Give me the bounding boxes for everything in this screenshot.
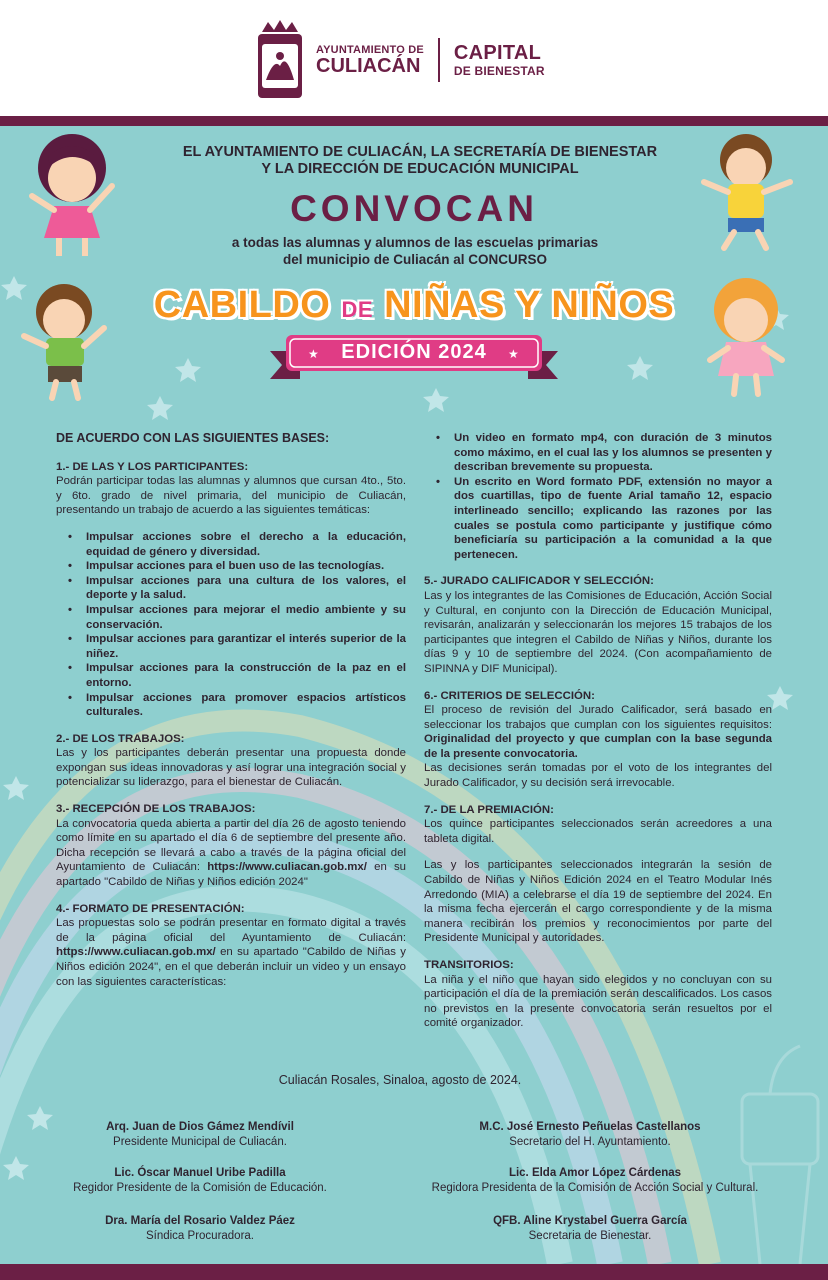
org-name — [316, 44, 424, 76]
cap-line1: CAPITAL — [453, 41, 542, 64]
right-column — [424, 431, 772, 1031]
signature-block — [440, 1120, 740, 1149]
section6-text: El proceso de revisión del Jurado Calificador, será basado en seleccionar los trabajos que cumplan con los siguientes requisitos: Originalidad del proyecto y que cumplan con la base segunda de la presente convocatoria. — [424, 704, 772, 760]
list-item: • Impulsar acciones para garantizar el interés superior de la niñez. — [56, 632, 406, 661]
bases-heading: DE ACUERDO CON LAS SIGUIENTES BASES: — [56, 431, 330, 445]
signer-name: Dra. María del Rosario Valdez Páez — [105, 1215, 295, 1227]
svg-text:★: ★ — [308, 347, 319, 361]
top-band — [0, 116, 828, 126]
culiacan-url-link[interactable]: https://www.culiacan.gob.mx/ — [56, 946, 216, 959]
poster — [0, 126, 828, 1264]
convocan-title: CONVOCAN — [290, 188, 538, 229]
format-list — [424, 431, 772, 562]
themes-list — [56, 530, 406, 720]
list-item: • Impulsar acciones para mejorar el medio ambiente y su conservación. — [56, 603, 406, 632]
subheading — [150, 234, 680, 268]
section7-text: Los quince participantes seleccionados serán acreedores a una tableta digital. — [424, 818, 772, 845]
section6-text-2: Las decisiones serán tomadas por el voto de los integrantes del Jurado Calificador, y su decisión será irrevocable. — [424, 762, 772, 790]
boy-illustration-2 — [24, 284, 104, 398]
list-item: • Impulsar acciones sobre el derecho a la educación, equidad de género y diversidad. — [56, 530, 406, 559]
signature-block — [30, 1166, 370, 1195]
intro-line2: Y LA DIRECCIÓN DE EDUCACIÓN MUNICIPAL — [261, 161, 579, 177]
signer-name: M.C. José Ernesto Peñuelas Castellanos — [479, 1121, 701, 1133]
header — [0, 0, 828, 116]
transitorios-title: TRANSITORIOS: — [424, 959, 514, 971]
section5-title: 5.- JURADO CALIFICADOR Y SELECCIÓN: — [424, 575, 654, 588]
section2-text: Las y los participantes deberán presentar una propuesta donde expongan sus ideas innovadoras y así lograr una integración social y potencializar su liderazgo, para el bienestar de Culiacán. — [56, 747, 406, 789]
signer-role: Regidor Presidente de la Comisión de Educación. — [73, 1181, 327, 1194]
signature-block — [50, 1214, 350, 1243]
intro-line1: EL AYUNTAMIENTO DE CULIACÁN, LA SECRETARÍA DE BIENESTAR — [182, 144, 658, 160]
sub-line1: a todas las alumnas y alumnos de las escuelas primarias — [231, 235, 599, 250]
section7-title: 7.- DE LA PREMIACIÓN: — [424, 803, 554, 816]
place-date: Culiacán Rosales, Sinaloa, agosto de 2024. — [278, 1073, 522, 1087]
section7-text-2: Las y los participantes seleccionados integrarán la sesión de Cabildo de Niñas y Niños Edición 2024 en el Teatro Modular Inés Arredondo (MIA) a celebrarse el día 19 de septiembre del 2024. En la misma fecha ejercerán el cargo correspondiente y de la misma manera recibirán los premios y reconocimientos por parte del Presidente Municipal y autoridades. — [424, 859, 772, 945]
section2-title: 2.- DE LOS TRABAJOS: — [56, 732, 185, 745]
signer-role: Síndica Procuradora. — [145, 1229, 255, 1242]
signature-block — [60, 1120, 340, 1149]
title-word-de: DE — [341, 297, 373, 322]
org-line1: AYUNTAMIENTO DE — [316, 44, 424, 56]
org-line2: CULIACÁN — [316, 55, 421, 77]
culiacan-seal-icon — [252, 18, 308, 102]
list-item: • Un escrito en Word formato PDF, extensión no mayor a dos cuartillas, tipo de fuente Arial tamaño 12, espacio interlineado sencillo; explicando las razones por las cuales se postula como participante y justifique cómo beneficiaría su participación a la comunidad a la que pertenecen. — [424, 475, 772, 563]
section3-text: La convocatoria queda abierta a partir del día 26 de agosto teniendo como límite en su apartado el día 6 de septiembre del presente año. Dicha recepción se llevará a cabo a través de la página oficial del Ayuntamiento de Culiacán: https://www.culiacan.gob.mx/ en su apartado "Cabildo de Niñas y Niños edición 2024" — [56, 817, 407, 889]
list-item: • Un video en formato mp4, con duración de 3 minutos como máximo, en el cual las y los alumnos se presenten y describan brevemente su propuesta. — [424, 431, 772, 475]
left-column — [56, 431, 406, 989]
intro-heading — [120, 144, 720, 178]
list-item: • Impulsar acciones para el buen uso de las tecnologías. — [56, 559, 406, 574]
section1-text: Podrán participar todas las alumnas y alumnos que cursan 4to., 5to. y 6to. grado de nivel primaria, del municipio de Culiacán, presentando un trabajo de acuerdo a las siguientes temáticas: — [56, 475, 406, 517]
title-word-cabildo: CABILDO — [153, 284, 331, 326]
title-word-ninas-ninos: NIÑAS Y NIÑOS — [384, 284, 675, 326]
header-logos — [252, 18, 545, 102]
section3-title: 3.- RECEPCIÓN DE LOS TRABAJOS: — [56, 803, 256, 816]
girl-illustration-1 — [32, 134, 112, 256]
section1-title: 1.- DE LAS Y LOS PARTICIPANTES: — [56, 460, 249, 473]
sub-line2: del municipio de Culiacán al CONCURSO — [282, 252, 548, 267]
transitorios-text: La niña y el niño que hayan sido elegidos y no concluyan con su participación el día de la premiación serán descalificados. Los casos no previstos en la presente convocatoria serán resueltos por el comité organizador. — [424, 973, 772, 1030]
signer-role: Regidora Presidenta de la Comisión de Acción Social y Cultural. — [431, 1181, 759, 1194]
list-item: • Impulsar acciones para promover espacios artísticos culturales. — [56, 691, 406, 720]
section4-text: Las propuestas solo se podrán presentar en formato digital a través de la página oficial del Ayuntamiento de Culiacán: https://www.culiacan.gob.mx/ en su apartado "Cabildo de Niñas y Niños edición 2024", en el que deberán incluir un video y un ensayo con las siguientes características: — [56, 917, 406, 988]
list-item: • Impulsar acciones para una cultura de los valores, el deporte y la salud. — [56, 574, 406, 603]
signature-block — [440, 1214, 740, 1243]
signer-name: Lic. Óscar Manuel Uribe Padilla — [114, 1167, 286, 1179]
signer-role: Secretaria de Bienestar. — [528, 1229, 652, 1242]
contest-title — [100, 284, 728, 327]
capital-bienestar-logo — [454, 43, 545, 78]
signer-name: Lic. Elda Amor López Cárdenas — [508, 1167, 682, 1179]
list-item: • Impulsar acciones para la construcción de la paz en el entorno. — [56, 661, 406, 690]
section6-title: 6.- CRITERIOS DE SELECCIÓN: — [424, 689, 595, 702]
culiacan-url-link[interactable]: https://www.culiacan.gob.mx/ — [207, 861, 367, 874]
signer-name: Arq. Juan de Dios Gámez Mendívil — [106, 1121, 294, 1133]
cap-line2: DE BIENESTAR — [453, 63, 545, 78]
signer-role: Presidente Municipal de Culiacán. — [113, 1135, 287, 1148]
svg-text:★: ★ — [508, 347, 519, 361]
section4-title: 4.- FORMATO DE PRESENTACIÓN: — [56, 902, 245, 915]
signer-role: Secretario del H. Ayuntamiento. — [509, 1135, 671, 1148]
edition-label: EDICIÓN 2024 — [341, 341, 487, 363]
header-divider — [438, 38, 440, 82]
signer-name: QFB. Aline Krystabel Guerra García — [493, 1215, 687, 1227]
section5-text: Las y los integrantes de las Comisiones de Educación, Acción Social y Cultural, en conjunto con la Dirección de Educación Municipal, revisarán, analizarán y seleccionarán los mejores 15 trabajos de los participantes que integren el Cabildo de Niñas y Niños, durante los días 9 y 10 de septiembre del 2024. (Con acompañamiento de SIPINNA y DIF Municipal). — [424, 589, 772, 675]
signature-block — [390, 1166, 800, 1195]
bottom-band — [0, 1264, 828, 1280]
